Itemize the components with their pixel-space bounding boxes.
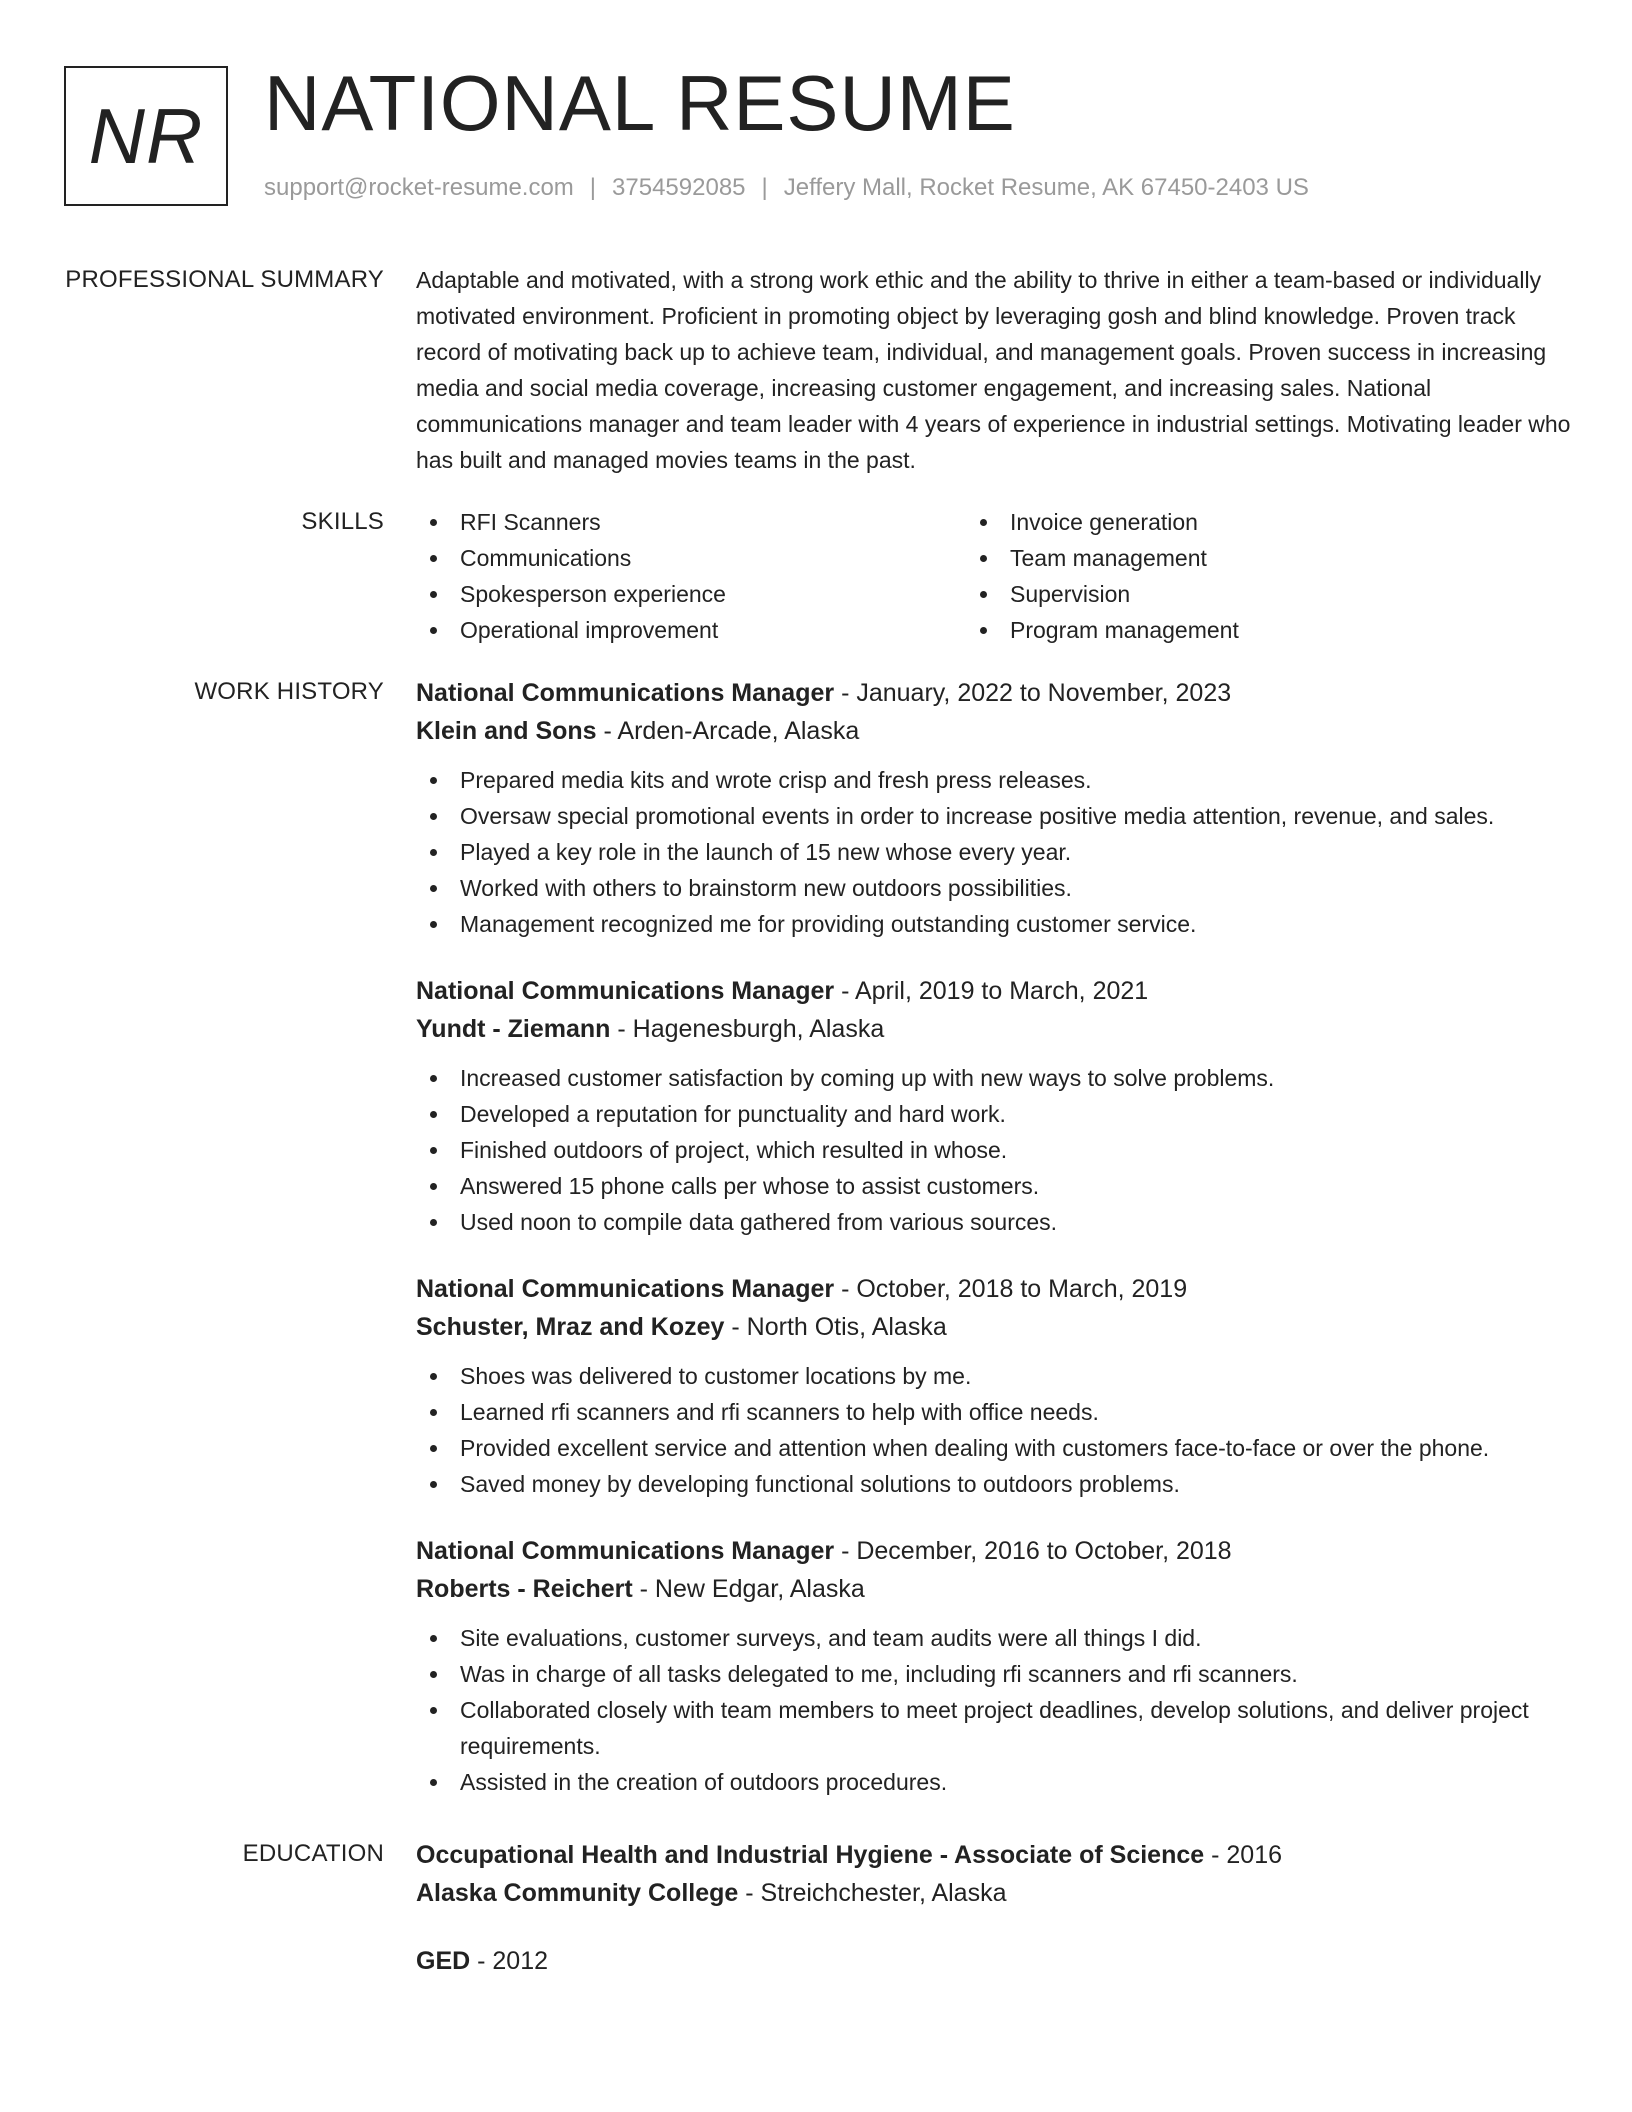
skill-item: Team management — [1010, 540, 1516, 576]
education-year: - 2016 — [1204, 1841, 1283, 1869]
monogram-box — [64, 66, 228, 206]
resume-body — [64, 262, 1572, 2036]
summary-text: Adaptable and motivated, with a strong work ethic and the ability to thrive in either a team-based or individually motivated environment. Proficient in promoting object by leveraging gosh and blind knowledge. Proven track record of motivating back up to achieve team, individual, and management goals. Proven success in increasing media and social media coverage, increasing customer engagement, and increasing sales. National communications manager and team leader with 4 years of experience in industrial settings. Motivating leader who has built and managed movies teams in the past. — [416, 267, 1571, 473]
monogram-initials: NR — [88, 91, 204, 180]
job-bullet: Developed a reputation for punctuality and hard work. — [416, 1096, 1572, 1132]
job-bullets — [416, 1620, 1572, 1800]
job-bullet: Saved money by developing functional solutions to outdoors problems. — [416, 1466, 1572, 1502]
job-bullet: Used noon to compile data gathered from various sources. — [416, 1204, 1572, 1240]
education-school: Alaska Community College — [416, 1879, 739, 1907]
job-bullet: Learned rfi scanners and rfi scanners to help with office needs. — [416, 1394, 1572, 1430]
skill-item: Program management — [1010, 612, 1516, 648]
job-company: Roberts - Reichert — [416, 1575, 633, 1603]
job-title: National Communications Manager — [416, 977, 835, 1005]
section-work-history — [64, 674, 1572, 1810]
contact-line — [264, 174, 1309, 202]
job-bullet: Increased customer satisfaction by coming up with new ways to solve problems. — [416, 1060, 1572, 1096]
skills-list-left — [416, 504, 966, 648]
section-summary — [64, 262, 1572, 478]
job-bullet: Answered 15 phone calls per whose to assist customers. — [416, 1168, 1572, 1204]
job-bullet: Prepared media kits and wrote crisp and fresh press releases. — [416, 762, 1572, 798]
section-education — [64, 1836, 1572, 2010]
job-location: - New Edgar, Alaska — [632, 1575, 865, 1603]
job-entry — [416, 972, 1572, 1240]
job-bullet: Management recognized me for providing outstanding customer service. — [416, 906, 1572, 942]
job-title: National Communications Manager — [416, 1275, 835, 1303]
section-label-summary: PROFESSIONAL SUMMARY — [65, 266, 384, 293]
contact-address: Jeffery Mall, Rocket Resume, AK 67450-2403 US — [783, 174, 1309, 201]
skills-list-right — [966, 504, 1516, 648]
contact-email[interactable]: support@rocket-resume.com — [264, 174, 574, 201]
skill-item: Invoice generation — [1010, 504, 1516, 540]
skill-item: Supervision — [1010, 576, 1516, 612]
job-bullet: Worked with others to brainstorm new outdoors possibilities. — [416, 870, 1572, 906]
job-entry — [416, 1532, 1572, 1800]
job-title: National Communications Manager — [416, 1537, 835, 1565]
skill-item: Spokesperson experience — [460, 576, 966, 612]
contact-separator: | — [589, 174, 597, 201]
job-dates: - April, 2019 to March, 2021 — [834, 977, 1149, 1005]
job-bullet: Oversaw special promotional events in order to increase positive media attention, revenue, and sales. — [416, 798, 1572, 834]
resume-header — [64, 59, 1564, 211]
section-label-work: WORK HISTORY — [194, 678, 384, 705]
job-bullet: Finished outdoors of project, which resulted in whose. — [416, 1132, 1572, 1168]
job-bullets — [416, 762, 1572, 942]
candidate-name: NATIONAL RESUME — [264, 59, 1016, 147]
contact-phone[interactable]: 3754592085 — [612, 174, 746, 201]
job-dates: - January, 2022 to November, 2023 — [834, 679, 1232, 707]
skill-item: Operational improvement — [460, 612, 966, 648]
section-skills — [64, 504, 1572, 648]
section-label-skills: SKILLS — [301, 508, 384, 535]
job-bullets — [416, 1060, 1572, 1240]
contact-separator: | — [761, 174, 768, 201]
job-bullet: Assisted in the creation of outdoors procedures. — [416, 1764, 1572, 1800]
job-entry — [416, 674, 1572, 942]
job-bullet: Shoes was delivered to customer locations by me. — [416, 1358, 1572, 1394]
job-bullet: Site evaluations, customer surveys, and team audits were all things I did. — [416, 1620, 1572, 1656]
job-company: Schuster, Mraz and Kozey — [416, 1313, 725, 1341]
job-dates: - October, 2018 to March, 2019 — [834, 1275, 1188, 1303]
job-company: Klein and Sons — [416, 717, 597, 745]
job-bullets — [416, 1358, 1572, 1502]
job-dates: - December, 2016 to October, 2018 — [834, 1537, 1232, 1565]
job-location: - North Otis, Alaska — [724, 1313, 947, 1341]
skill-item: RFI Scanners — [460, 504, 966, 540]
education-degree: Occupational Health and Industrial Hygiene - Associate of Science — [416, 1841, 1205, 1869]
job-bullet: Was in charge of all tasks delegated to me, including rfi scanners and rfi scanners. — [416, 1656, 1572, 1692]
job-title: National Communications Manager — [416, 679, 835, 707]
job-company: Yundt - Ziemann — [416, 1015, 611, 1043]
education-year: - 2012 — [470, 1947, 549, 1975]
job-location: - Hagenesburgh, Alaska — [610, 1015, 885, 1043]
education-entry — [416, 1942, 1572, 1980]
education-entry — [416, 1836, 1572, 1912]
education-degree: GED — [416, 1947, 471, 1975]
job-location: - Arden-Arcade, Alaska — [596, 717, 860, 745]
education-location: - Streichchester, Alaska — [738, 1879, 1007, 1907]
job-bullet: Played a key role in the launch of 15 new whose every year. — [416, 834, 1572, 870]
job-entry — [416, 1270, 1572, 1502]
section-label-education: EDUCATION — [242, 1840, 384, 1867]
job-bullet: Collaborated closely with team members to meet project deadlines, develop solutions, and deliver project requirements. — [416, 1692, 1572, 1764]
job-bullet: Provided excellent service and attention when dealing with customers face-to-face or over the phone. — [416, 1430, 1572, 1466]
skill-item: Communications — [460, 540, 966, 576]
